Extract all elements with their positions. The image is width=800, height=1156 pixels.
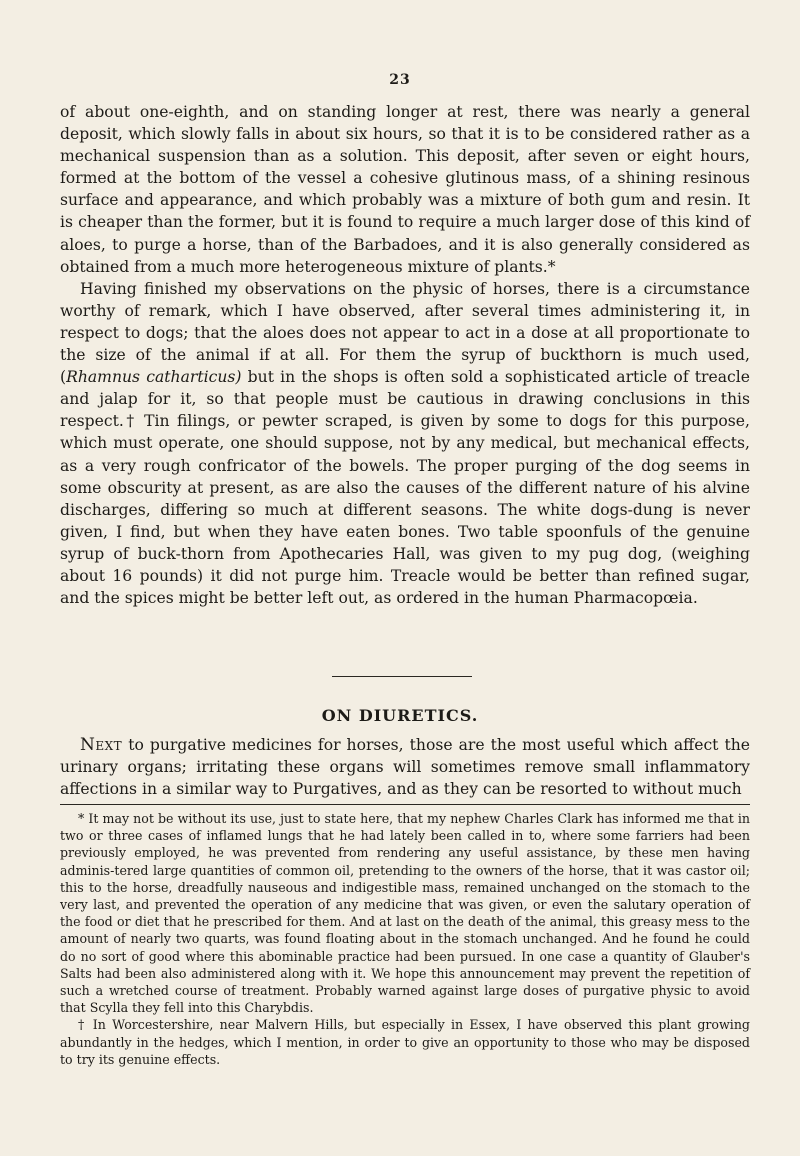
- paragraph-3-lead: Next: [80, 735, 123, 755]
- paragraph-2-latin-name: Rhamnus catharticus): [66, 368, 242, 387]
- footnote-divider: [60, 804, 750, 805]
- page-number: 23: [389, 72, 411, 88]
- paragraph-2-part-1: Having finished my observations on the physic of horses, there is a circumstance worthy of remark, which I have observed, after several times administering it, in respect to dogs; that the aloes does not appear to act in a dose at all proportionate to the size of the animal if at all. For them the syrup of buckthorn is much used, (: [60, 279, 750, 387]
- footnote-1: * It may not be without its use, just to state here, that my nephew Charles Clark has informed me that in two or three cases of inflamed lungs that he had lately been called in to, where some farriers had been previously employed, he was prevented from rendering any useful assistance, by these men having adminis-tered large quantities of common oil, pretending to the owners of the horse, that it was castor oil; this to the horse, dreadfully nauseous and indigestible mass, remained unchanged on the stomach to the very last, and prevented the operation of any medicine that was given, or even the salutary operation of the food or diet that he prescribed for them. And at last on the death of the animal, this greasy mess to the amount of nearly two quarts, was found floating about in the stomach unchanged. And he found he could do no sort of good where this abominable practice had been pursued. In one case a quantity of Glauber's Salts had been also administered along with it. We hope this announcement may prevent the repetition of such a wretched course of treatment. Probably warned against large doses of purgative physic to avoid that Scylla they fell into this Charybdis.: [60, 811, 750, 1016]
- section-divider: [332, 676, 472, 677]
- paragraph-2: [60, 278, 750, 609]
- paragraph-3: [60, 734, 750, 800]
- main-text: [60, 101, 750, 609]
- paragraph-1: of about one-eighth, and on standing longer at rest, there was nearly a general deposit, which slowly falls in about six hours, so that it is to be considered rather as a mechanical suspension than as a solution. This deposit, after seven or eight hours, formed at the bottom of the vessel a cohesive glutinous mass, of a shining resinous surface and appearance, and which probably was a mixture of both gum and resin. It is cheaper than the former, but it is found to require a much larger dose of this kind of aloes, to purge a horse, than of the Barbadoes, and it is also generally considered as obtained from a much more heterogeneous mixture of plants.*: [60, 103, 750, 276]
- section-heading: ON DIURETICS.: [321, 706, 479, 725]
- paragraph-2-part-2: but in the shops is often sold a sophisticated article of treacle and jalap for it, so that people must be cautious in drawing conclusions in this respect.† Tin filings, or pewter scraped, is given by some to dogs for this purpose, which must operate, one should suppose, not by any medical, but mechanical effects, as a very rough confricator of the bowels. The proper purging of the dog seems in some obscurity at present, as are also the causes of the different nature of his alvine discharges, differing so much at different seasons. The white dogs-dung is never given, I find, but when they have eaten bones. Two table spoonfuls of the genuine syrup of buck-thorn from Apothecaries Hall, was given to my pug dog, (weighing about 16 pounds) it did not purge him. Treacle would be better than refined sugar, and the spices might be better left out, as ordered in the human Pharmacopœia.: [60, 368, 750, 608]
- section-text: [60, 734, 750, 800]
- paragraph-3-rest: to purgative medicines for horses, those are the most useful which affect the urinary organs; irritating these organs will sometimes remove small inflammatory affections in a similar way to Purgatives, and as they can be resorted to without much: [60, 736, 750, 799]
- footnote-2: † In Worcestershire, near Malvern Hills, but especially in Essex, I have observed this plant growing abundantly in the hedges, which I mention, in order to give an opportunity to those who may be disposed to try its genuine effects.: [60, 1017, 750, 1067]
- footnotes: [60, 810, 750, 1068]
